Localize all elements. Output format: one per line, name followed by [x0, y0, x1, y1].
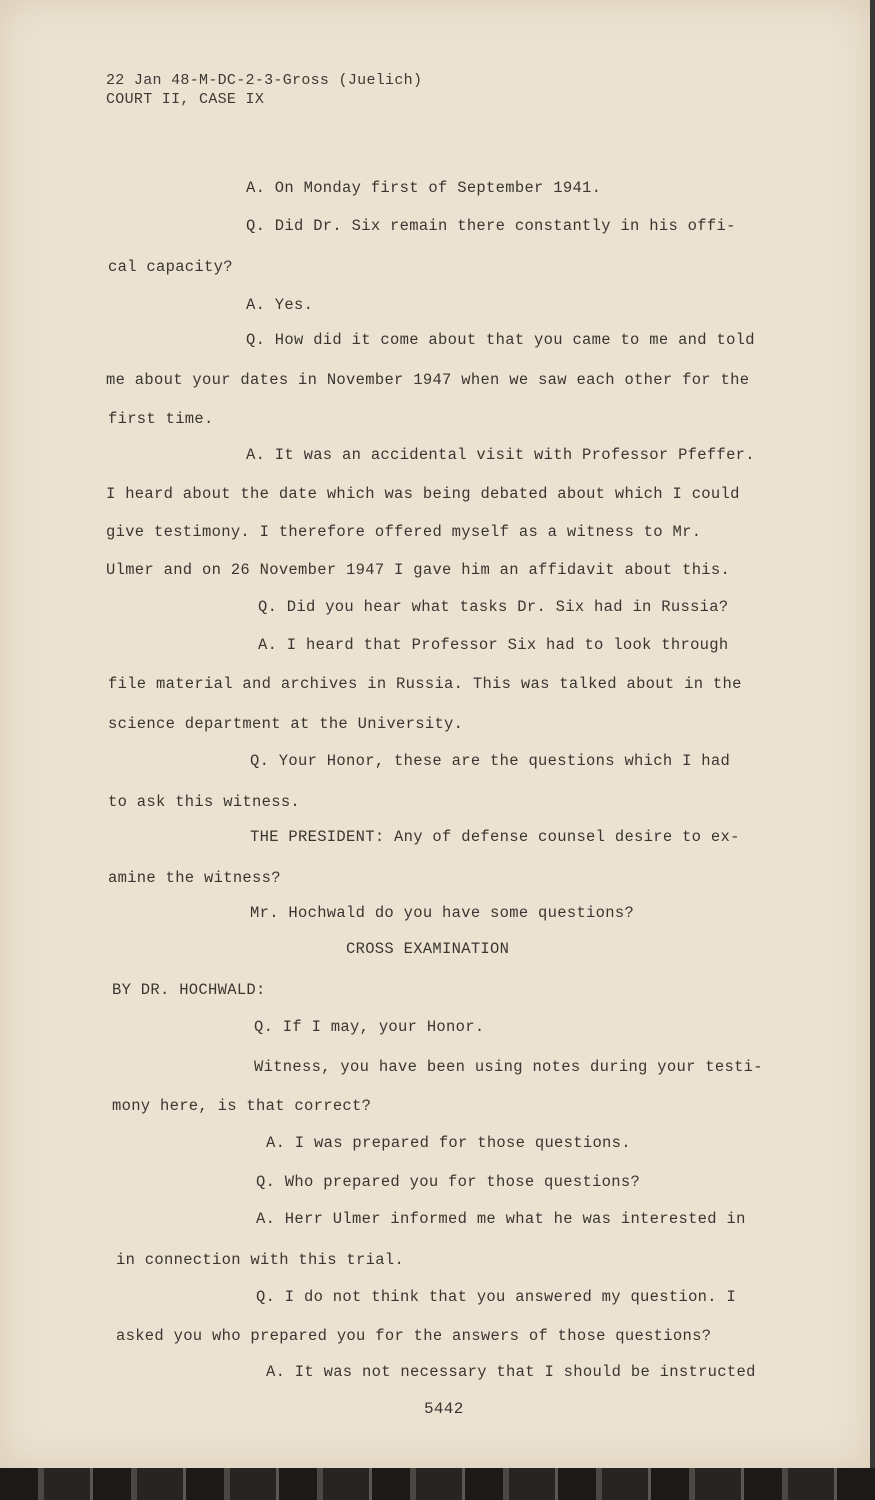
- examiner-line: BY DR. HOCHWALD:: [112, 981, 266, 999]
- speaker-line: THE PRESIDENT: Any of defense counsel desire to ex-: [250, 828, 740, 846]
- transcript-line: Ulmer and on 26 November 1947 I gave him an affidavit about this.: [106, 561, 731, 579]
- answer-line: A. I heard that Professor Six had to look through: [258, 636, 729, 654]
- transcript-line: give testimony. I therefore offered myself as a witness to Mr.: [106, 523, 702, 541]
- answer-line: A. It was not necessary that I should be instructed: [266, 1363, 756, 1381]
- transcript-line: in connection with this trial.: [116, 1251, 405, 1269]
- answer-line: A. It was an accidental visit with Professor Pfeffer.: [246, 446, 755, 464]
- answer-line: A. I was prepared for those questions.: [266, 1134, 631, 1152]
- transcript-line: asked you who prepared you for the answers of those questions?: [116, 1327, 712, 1345]
- transcript-line: cal capacity?: [108, 258, 233, 276]
- transcript-line: me about your dates in November 1947 when we saw each other for the: [106, 371, 750, 389]
- header-court-line: COURT II, CASE IX: [106, 91, 265, 108]
- header-docket-line: 22 Jan 48-M-DC-2-3-Gross (Juelich): [106, 72, 423, 89]
- answer-line: A. Yes.: [246, 296, 314, 314]
- answer-line: A. On Monday first of September 1941.: [246, 179, 602, 197]
- scan-bottom-strip: [0, 1468, 875, 1500]
- transcript-line: to ask this witness.: [108, 793, 301, 811]
- transcript-line: science department at the University.: [108, 715, 464, 733]
- scan-right-edge: [870, 0, 875, 1500]
- question-line: Q. Did you hear what tasks Dr. Six had in Russia?: [258, 598, 729, 616]
- transcript-line: mony here, is that correct?: [112, 1097, 372, 1115]
- question-line: Witness, you have been using notes during your testi-: [254, 1058, 763, 1076]
- transcript-line: I heard about the date which was being debated about which I could: [106, 485, 740, 503]
- transcript-line: first time.: [108, 410, 214, 428]
- page-number: 5442: [424, 1400, 464, 1418]
- answer-line: A. Herr Ulmer informed me what he was interested in: [256, 1210, 746, 1228]
- question-line: Q. If I may, your Honor.: [254, 1018, 485, 1036]
- transcript-line: amine the witness?: [108, 869, 281, 887]
- speaker-line: Mr. Hochwald do you have some questions?: [250, 904, 635, 922]
- section-heading: CROSS EXAMINATION: [346, 940, 510, 958]
- question-line: Q. Who prepared you for those questions?: [256, 1173, 641, 1191]
- question-line: Q. I do not think that you answered my question. I: [256, 1288, 737, 1306]
- question-line: Q. Did Dr. Six remain there constantly in his offi-: [246, 217, 736, 235]
- transcript-line: file material and archives in Russia. This was talked about in the: [108, 675, 742, 693]
- question-line: Q. How did it come about that you came to me and told: [246, 331, 755, 349]
- question-line: Q. Your Honor, these are the questions which I had: [250, 752, 731, 770]
